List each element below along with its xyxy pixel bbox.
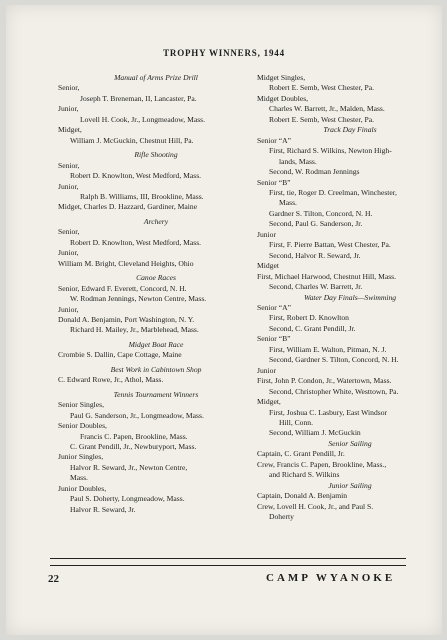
entry-line: Halvor R. Seward, Jr., Newton Centre, bbox=[70, 462, 188, 472]
entry-line: Junior, bbox=[58, 181, 79, 191]
entry-line: Second, C. Grant Pendill, Jr. bbox=[269, 323, 356, 333]
entry-line: First, William E. Walton, Pitman, N. J. bbox=[269, 344, 387, 354]
entry-line: C. Grant Pendill, Jr., Newburyport, Mass. bbox=[70, 441, 197, 451]
entry-line: Senior, bbox=[58, 227, 80, 237]
entry-line: W. Rodman Jennings, Newton Centre, Mass. bbox=[70, 294, 207, 304]
entry-line: Midget bbox=[257, 261, 279, 271]
entry-line: Senior Singles, bbox=[58, 400, 104, 410]
entry-line: Senior “A” bbox=[257, 135, 291, 145]
entry-line: Robert D. Knowlton, West Medford, Mass. bbox=[70, 171, 202, 181]
entry-line: and Richard S. Wilkins bbox=[269, 470, 340, 480]
entry-line: Junior Singles, bbox=[58, 452, 104, 462]
entry-line: Senior, bbox=[58, 83, 80, 93]
left-column bbox=[58, 73, 254, 515]
entry-line: Halvor R. Seward, Jr. bbox=[70, 504, 136, 514]
entry-line: First, tie, Roger D. Creelman, Winchester, bbox=[269, 187, 397, 197]
page-title: TROPHY WINNERS, 1944 bbox=[163, 48, 285, 58]
entry-line: Captain, Donald A. Benjamin bbox=[257, 491, 348, 501]
entry-line: Donald A. Benjamin, Port Washington, N. Y. bbox=[58, 314, 195, 324]
section-heading: Manual of Arms Prize Drill bbox=[114, 73, 198, 82]
yearbook-page bbox=[6, 5, 442, 635]
entry-line: Crombie S. Dallin, Cape Cottage, Maine bbox=[58, 350, 182, 360]
entry-line: Joseph T. Breneman, II, Lancaster, Pa. bbox=[80, 93, 197, 103]
entry-line: Senior “A” bbox=[257, 302, 291, 312]
entry-line: William M. Bright, Cleveland Heights, Ohio bbox=[58, 258, 194, 268]
entry-line: Crew, Lovell H. Cook, Jr., and Paul S. bbox=[257, 501, 374, 511]
entry-line: Second, W. Rodman Jennings bbox=[269, 167, 360, 177]
entry-line: Junior, bbox=[58, 304, 79, 314]
entry-line: Junior bbox=[257, 229, 276, 239]
entry-line: First, John P. Condon, Jr., Watertown, Mass. bbox=[257, 376, 392, 386]
entry-line: Junior Doubles, bbox=[58, 483, 107, 493]
section-heading: Junior Sailing bbox=[328, 480, 372, 490]
entry-line: Senior, Edward F. Everett, Concord, N. H. bbox=[58, 283, 187, 293]
entry-line: Junior, bbox=[58, 248, 79, 258]
section-heading: Rifle Shooting bbox=[134, 150, 178, 160]
section-heading: Canoe Races bbox=[136, 273, 176, 283]
entry-line: Robert E. Semb, West Chester, Pa. bbox=[269, 114, 375, 124]
publication-name: CAMP WYANOKE bbox=[266, 572, 396, 584]
entry-line: Senior “B” bbox=[257, 177, 291, 187]
entry-line: Midget, Charles D. Hazzard, Gardiner, Maine bbox=[58, 202, 198, 212]
entry-line: Midget, bbox=[257, 397, 281, 407]
entry-line: Robert E. Semb, West Chester, Pa. bbox=[269, 83, 375, 93]
section-heading: Track Day Finals bbox=[323, 125, 377, 135]
section-heading: Best Work in Cabintown Shop bbox=[110, 364, 202, 374]
entry-line: Francis C. Papen, Brookline, Mass. bbox=[80, 431, 188, 441]
entry-line: Senior Doubles, bbox=[58, 421, 107, 431]
entry-line: Crew, Francis C. Papen, Brookline, Mass., bbox=[257, 459, 387, 469]
entry-line: Second, William J. McGuckin bbox=[269, 428, 361, 438]
entry-line: Charles W. Barrett, Jr., Malden, Mass. bbox=[269, 104, 385, 114]
entry-line: Richard H. Mailey, Jr., Marblehead, Mass. bbox=[70, 325, 199, 335]
entry-line: Midget Singles, bbox=[257, 73, 306, 82]
entry-line: Junior, bbox=[58, 104, 79, 114]
entry-line: William J. McGuckin, Chestnut Hill, Pa. bbox=[70, 135, 194, 145]
entry-line: Second, Halvor R. Seward, Jr. bbox=[269, 250, 361, 260]
entry-line: C. Edward Rowe, Jr., Athol, Mass. bbox=[58, 375, 164, 385]
entry-line: Doherty bbox=[269, 512, 294, 522]
section-heading: Midget Boat Race bbox=[128, 339, 184, 349]
entry-line: Second, Charles W. Barrett, Jr. bbox=[269, 282, 363, 292]
entry-line: Second, Gardner S. Tilton, Concord, N. H. bbox=[269, 355, 399, 365]
entry-line: First, Michael Harwood, Chestnut Hill, Mass. bbox=[257, 271, 396, 281]
entry-line: First, F. Pierre Battan, West Chester, Pa. bbox=[269, 240, 391, 250]
entry-line: Mass. bbox=[279, 198, 297, 208]
right-column bbox=[257, 73, 443, 522]
section-heading: Archery bbox=[143, 216, 169, 226]
section-heading: Senior Sailing bbox=[328, 438, 372, 448]
entry-line: Paul S. Doherty, Longmeadow, Mass. bbox=[70, 494, 185, 504]
entry-line: Junior bbox=[257, 365, 276, 375]
entry-line: Hill, Conn. bbox=[279, 417, 313, 427]
entry-line: lands, Mass. bbox=[279, 156, 317, 166]
entry-line: Midget Doubles, bbox=[257, 93, 309, 103]
entry-line: Ralph B. Williams, III, Brookline, Mass. bbox=[80, 191, 204, 201]
entry-line: Mass. bbox=[70, 473, 88, 483]
entry-line: Senior “B” bbox=[257, 334, 291, 344]
entry-line: First, Richard S. Wilkins, Newton High- bbox=[269, 146, 392, 156]
entry-line: Senior, bbox=[58, 160, 80, 170]
entry-line: Robert D. Knowlton, West Medford, Mass. bbox=[70, 237, 202, 247]
entry-line: Second, Christopher White, Westtown, Pa. bbox=[269, 386, 399, 396]
section-heading: Water Day Finals—Swimming bbox=[303, 292, 397, 302]
entry-line: Lovell H. Cook, Jr., Longmeadow, Mass. bbox=[80, 114, 206, 124]
entry-line: First, Robert D. Knowlton bbox=[269, 313, 349, 323]
entry-line: Midget, bbox=[58, 125, 82, 135]
entry-line: Paul G. Sanderson, Jr., Longmeadow, Mass. bbox=[70, 410, 204, 420]
entry-line: Gardner S. Tilton, Concord, N. H. bbox=[269, 208, 373, 218]
entry-line: Captain, C. Grant Pendill, Jr. bbox=[257, 449, 345, 459]
entry-line: Second, Paul G. Sanderson, Jr. bbox=[269, 219, 363, 229]
footer-rule bbox=[50, 558, 406, 566]
section-heading: Tennis Tournament Winners bbox=[113, 389, 199, 399]
entry-line: First, Joshua C. Lasbury, East Windsor bbox=[269, 407, 388, 417]
page-number: 22 bbox=[48, 573, 59, 585]
